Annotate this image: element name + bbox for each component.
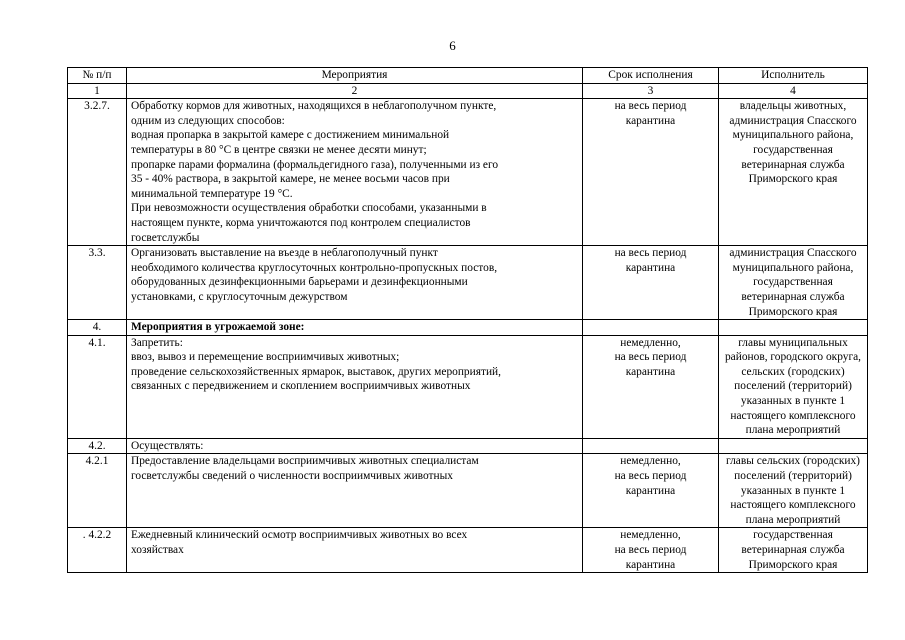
term-cell [583,246,719,320]
row-number: 3.3. [68,246,127,320]
measure-cell-line: Организовать выставление на въезде в неблагополучный пункт [131,247,438,260]
term-cell [583,438,719,454]
executor-cell-line: государственная [753,143,833,156]
column-number-1: 1 [68,83,127,99]
measure-cell-line: Ежедневный клинический осмотр восприимчивых животных во всех [131,529,468,542]
executor-cell [719,438,868,454]
executor-cell-line: государственная [753,529,833,542]
section-cell [127,320,583,336]
measure-cell [127,335,583,438]
measure-cell-line: госветслужбы сведений о численности восприимчивых животных [131,470,453,483]
executor-cell-line: указанных в пункте 1 [740,395,846,408]
executor-cell [719,320,868,336]
executor-cell-line: главы муниципальных [738,336,848,349]
term-cell-line: карантина [625,261,676,274]
term-cell-line: карантина [625,114,676,127]
table-row [68,246,868,320]
executor-cell-line: Приморского края [748,173,838,186]
table-body [68,99,868,573]
measure-cell-line: ввоз, вывоз и перемещение восприимчивых животных; [131,351,400,364]
row-number: . 4.2.2 [68,528,127,573]
term-cell-line: немедленно, [620,529,681,542]
term-cell-line: немедленно, [620,336,681,349]
executor-cell-line: муниципального района, [732,129,854,142]
term-cell-line: карантина [625,484,676,497]
term-cell-line: на весь период [614,544,687,556]
measure-cell-line: Предоставление владельцами восприимчивых животных специалистам [131,455,479,468]
term-cell [583,528,719,573]
executor-cell-line: Приморского края [748,558,838,571]
table-row [68,99,868,246]
column-number-3: 3 [583,83,719,99]
term-cell-line: на весь период [614,351,687,364]
measure-cell-line: 35 - 40% раствора, в закрытой камере, не менее восьми часов при [131,173,450,186]
executor-cell [719,454,868,528]
executor-cell-line: администрация Спасского [729,114,857,127]
executor-cell-line: администрация Спасского [729,247,857,260]
measure-cell-line: пропарке парами формалина (формальдегидного газа), полученными из его [131,158,499,171]
measure-cell-line: Запретить: [131,336,183,349]
column-number-4: 4 [719,83,868,99]
executor-cell-line: владельцы животных, [739,100,847,113]
executor-cell-line: ветеринарная служба [741,290,845,303]
header-number: № п/п [68,68,127,84]
measure-cell-line: При невозможности осуществления обработки способами, указанными в [131,202,487,215]
executor-cell-line: поселений (территорий) [734,380,852,393]
header-measures: Мероприятия [127,68,583,84]
executor-cell-line: указанных в пункте 1 [740,484,846,497]
row-number: 4.2.1 [68,454,127,528]
term-cell [583,454,719,528]
term-cell-line: на весь период [614,470,687,483]
measure-cell [127,528,583,573]
executor-cell-line: сельских (городских) [741,365,845,378]
measure-cell-line: минимальной температуре 19 °С. [131,187,293,200]
column-numbering-row [68,83,868,99]
measure-cell [127,246,583,320]
row-number: 3.2.7. [68,99,127,246]
table-row [68,528,868,573]
header-executor: Исполнитель [719,68,868,84]
measures-table [67,67,868,573]
page-number: 6 [449,38,456,53]
measure-cell-line: Обработку кормов для животных, находящихся в неблагополучном пункте, [131,100,497,113]
measure-cell [127,454,583,528]
executor-cell-line: районов, городского округа, [724,351,862,364]
executor-cell [719,99,868,246]
term-cell-line: карантина [625,558,676,571]
measure-cell-line: связанных с передвижением и скоплением восприимчивых животных [131,380,471,393]
executor-cell-line: ветеринарная служба [741,544,845,556]
executor-cell-line: плана мероприятий [745,424,841,437]
measure-cell [127,99,583,246]
executor-cell [719,335,868,438]
section-title: Мероприятия в угрожаемой зоне: [131,321,305,334]
table-row [68,454,868,528]
executor-cell-line: настоящего комплексного [730,499,856,512]
row-number: 4. [68,320,127,336]
measure-cell-line: проведение сельскохозяйственных ярмарок, выставок, других мероприятий, [131,365,501,378]
row-number: 4.1. [68,335,127,438]
term-cell-line: на весь период [614,100,687,113]
measure-cell-line: температуры в 80 °С в центре связки не менее десяти минут; [131,143,427,156]
header-row [68,68,868,84]
measure-cell-line: оборудованных дезинфекционными барьерами и дезинфекционными [131,276,468,289]
table-row [68,438,868,454]
term-cell [583,99,719,246]
measure-cell-line: настоящем пункте, корма уничтожаются под контролем специалистов [131,216,471,229]
term-cell-line: немедленно, [620,455,681,468]
executor-cell [719,528,868,573]
executor-cell-line: плана мероприятий [745,513,841,526]
executor-cell-line: главы сельских (городских) [726,455,860,468]
executor-cell-line: настоящего комплексного [730,409,856,422]
executor-cell-line: государственная [753,276,833,289]
measure-cell-line: одним из следующих способов: [131,114,285,127]
column-number-2: 2 [127,83,583,99]
term-cell [583,335,719,438]
measure-cell [127,438,583,454]
executor-cell-line: Приморского края [748,305,838,318]
row-number: 4.2. [68,438,127,454]
measure-cell-line: Осуществлять: [131,439,204,452]
measure-cell-line: хозяйствах [131,544,184,556]
header-term: Срок исполнения [583,68,719,84]
term-cell-line: на весь период [614,247,687,260]
term-cell-line: карантина [625,365,676,378]
table-row [68,320,868,336]
term-cell [583,320,719,336]
measure-cell-line: водная пропарка в закрытой камере с достижением минимальной [131,129,450,142]
executor-cell-line: ветеринарная служба [741,158,845,171]
measure-cell-line: необходимого количества круглосуточных контрольно-пропускных постов, [131,261,498,274]
executor-cell-line: муниципального района, [732,261,854,274]
executor-cell-line: поселений (территорий) [734,470,852,483]
measure-cell-line: госветслужбы [131,231,200,244]
table-row [68,335,868,438]
measure-cell-line: установками, с круглосуточным дежурством [131,290,348,303]
executor-cell [719,246,868,320]
